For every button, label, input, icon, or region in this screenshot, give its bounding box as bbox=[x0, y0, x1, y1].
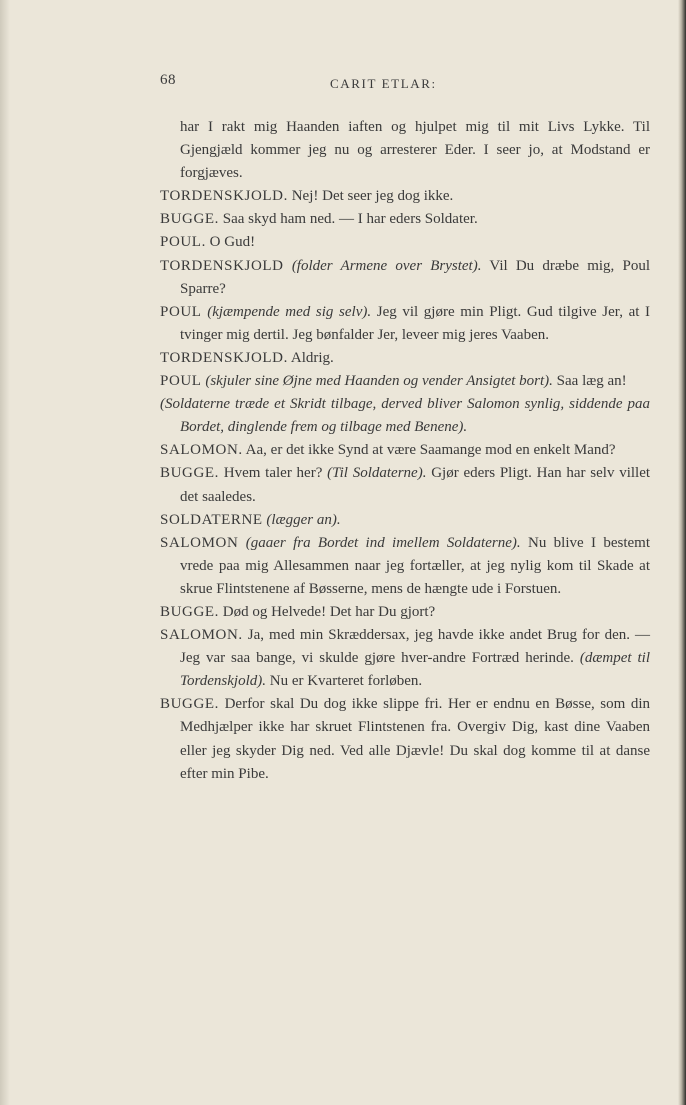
speaker-name: BUGGE. bbox=[160, 465, 220, 482]
speech-text: O Gud! bbox=[209, 234, 256, 251]
speech-text: Vil Du dræbe mig, Poul Sparre? bbox=[180, 257, 650, 297]
speech-line bbox=[160, 301, 650, 347]
speaker-name: POUL bbox=[160, 373, 202, 390]
speaker-name: POUL bbox=[160, 303, 202, 320]
speech-line bbox=[160, 255, 650, 301]
speech-text: Aldrig. bbox=[290, 349, 334, 366]
speech-text: Saa læg an! bbox=[556, 373, 627, 390]
speaker-name: BUGGE. bbox=[160, 696, 220, 713]
speech-text: Aa, er det ikke Synd at være Saamange mod en enkelt Mand? bbox=[245, 442, 616, 459]
page-number: 68 bbox=[160, 72, 176, 88]
speech-line bbox=[160, 439, 650, 462]
speech-line bbox=[160, 208, 650, 231]
speech-line bbox=[160, 231, 650, 254]
stage-direction: (Soldaterne træde et Skridt tilbage, derved bliver Salomon synlig, siddende paa Bordet, dinglende frem og tilbage med Benene). bbox=[160, 396, 650, 436]
speech-text: Nu blive I bestemt vrede paa mig Allesammen naar jeg fortæller, at jeg nylig kom til Skade at skrue Flintstenene af Bøsserne, mens de hængte ude i Forstuen. bbox=[180, 534, 651, 597]
speaker-name: TORDENSKJOLD. bbox=[160, 188, 288, 205]
speaker-name: SALOMON bbox=[160, 534, 239, 551]
speech-text: Gjør eders Pligt. Han har selv villet det saaledes. bbox=[180, 465, 651, 505]
speech-text: Nu er Kvarteret forløben. bbox=[269, 673, 423, 690]
speech-line bbox=[160, 347, 650, 370]
stage-direction: (dæmpet til Tordenskjold). bbox=[180, 650, 650, 690]
speaker-name: TORDENSKJOLD bbox=[160, 257, 284, 274]
speaker-name: BUGGE. bbox=[160, 603, 220, 620]
speech-text: Saa skyd ham ned. — I har eders Soldater. bbox=[222, 211, 478, 228]
stage-direction: (skjuler sine Øjne med Haanden og vender Ansigtet bort). bbox=[205, 373, 553, 390]
stage-direction-paragraph bbox=[160, 393, 650, 439]
speaker-name: TORDENSKJOLD. bbox=[160, 349, 288, 366]
stage-direction: (Til Soldaterne). bbox=[327, 465, 427, 482]
stage-direction: (gaaer fra Bordet ind imellem Soldaterne). bbox=[245, 534, 521, 551]
continuation-paragraph bbox=[160, 116, 650, 185]
speaker-name: SALOMON. bbox=[160, 627, 243, 644]
speech-line bbox=[160, 532, 650, 601]
speaker-name: SOLDATERNE bbox=[160, 511, 263, 528]
speech-text: Ja, med min Skræddersax, jeg havde ikke andet Brug for den. — Jeg var saa bange, vi skulde gjøre hver-andre Fortræd herinde. bbox=[180, 627, 651, 667]
speech-line bbox=[160, 624, 650, 693]
speech-text: Nej! Det seer jeg dog ikke. bbox=[291, 188, 454, 205]
speaker-name: POUL. bbox=[160, 234, 206, 251]
stage-direction: (lægger an). bbox=[266, 511, 341, 528]
page-left-edge bbox=[0, 0, 10, 1105]
speech-text: Jeg vil gjøre min Pligt. Gud tilgive Jer, at I tvinger mig dertil. Jeg bønfalder Jer, leveer mig jeres Vaaben. bbox=[180, 303, 651, 343]
speech-line bbox=[160, 185, 650, 208]
page-header bbox=[160, 72, 630, 96]
speech-line bbox=[160, 509, 650, 532]
running-head: CARIT ETLAR: bbox=[330, 76, 437, 91]
speech-text: har I rakt mig Haanden iaften og hjulpet mig til mit Livs Lykke. Til Gjengjæld kommer jeg nu og arresterer Eder. I seer jo, at Modstand er forgjæves. bbox=[180, 119, 650, 182]
page-right-edge bbox=[678, 0, 686, 1105]
speech-line bbox=[160, 370, 650, 393]
speech-line bbox=[160, 601, 650, 624]
speech-text: Derfor skal Du dog ikke slippe fri. Her er endnu en Bøsse, som din Medhjælper ikke har skruet Flintstenen fra. Overgiv Dig, kast dine Vaaben eller jeg skyder Dig ned. Ved alle Djævle! Du skal dog komme til at danse efter min Pibe. bbox=[180, 696, 651, 782]
speech-text: Død og Helvede! Det har Du gjort? bbox=[222, 603, 436, 620]
speech-line bbox=[160, 693, 650, 785]
speaker-name: SALOMON. bbox=[160, 442, 243, 459]
speech-text: Hvem taler her? bbox=[223, 465, 323, 482]
speaker-name: BUGGE. bbox=[160, 211, 220, 228]
speech-line bbox=[160, 462, 650, 508]
stage-direction: (kjæmpende med sig selv). bbox=[207, 303, 372, 320]
play-text bbox=[160, 116, 650, 786]
stage-direction: (folder Armene over Brystet). bbox=[291, 257, 482, 274]
